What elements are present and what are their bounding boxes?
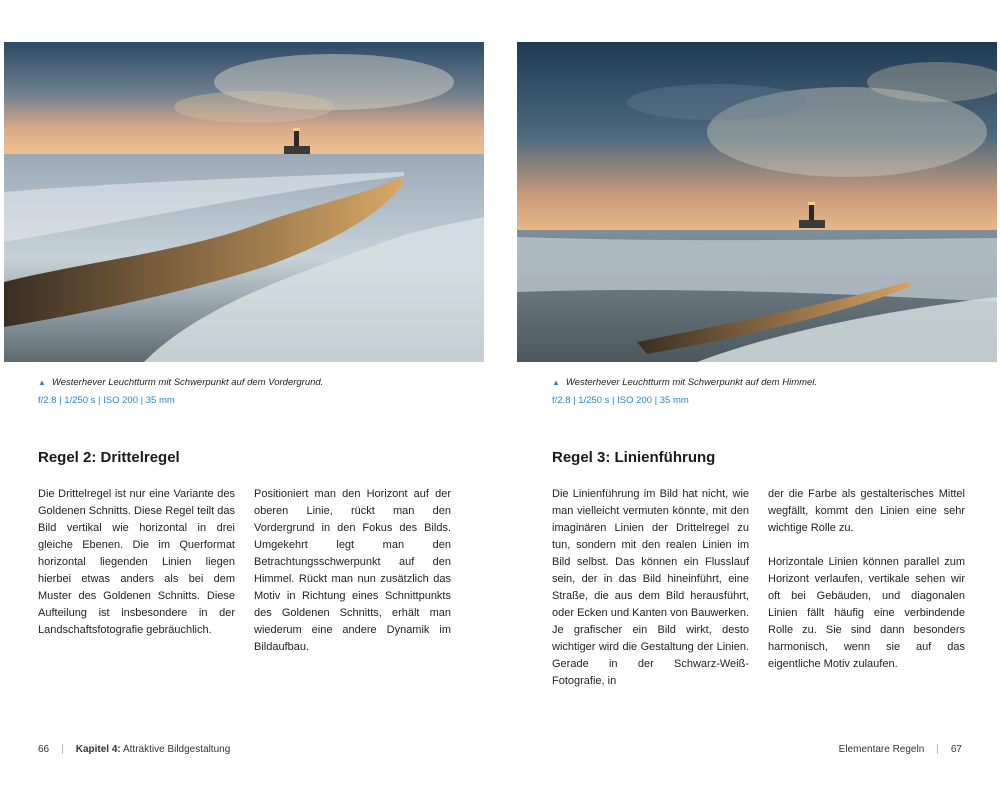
page-footer — [38, 744, 230, 755]
text-column-1 — [552, 486, 749, 690]
right-page — [500, 0, 1000, 800]
page-number: 66 — [38, 744, 50, 755]
page-number: 67 — [950, 744, 962, 755]
exif-info: f/2.8 | 1/250 s | ISO 200 | 35 mm — [38, 395, 175, 406]
paragraph: Die Linienführung im Bild hat nicht, wie man vielleicht vermuten könnte, mit den imaginären Linien der Drittelregel zu tun, sondern mit den realen Linien im Bild selbst. Das können ein Flusslauf sein, der in das Bild hineinführt, eine Straße, die aus dem Bild herausführt, oder Ecken und Kanten von Bauwerken. Je grafischer ein Bild wirkt, desto wichtiger wird die Gestaltung der Linien. Gerade in der Schwarz-Weiß-Fotografie, in — [552, 488, 749, 687]
photo-caption — [552, 377, 817, 388]
caption-triangle-icon: ▲ — [38, 378, 46, 387]
photo-lighthouse-foreground — [4, 42, 484, 362]
paragraph: Die Drittelregel ist nur eine Variante des Goldenen Schnitts. Diese Regel teilt das Bild vertikal wie horizontal in drei gleiche Ebenen. Die im Querformat horizontal liegenden Linien liegen hierbei etwas anders als bei dem Muster des Goldenen Schnitts. Diese Aufteilung ist insbesondere in der Landschaftsfotografie gebräuchlich. — [38, 488, 235, 636]
section-heading: Regel 2: Drittelregel — [38, 449, 180, 466]
paragraph: Horizontale Linien können parallel zum Horizont verlaufen, vertikale sehen wir oft bei Gebäuden, und diagonalen Linien fällt häufig eine verbindende Rolle zu. Sie sind dann besonders harmonisch, wenn sie auf das eigentliche Motiv zulaufen. — [768, 556, 965, 670]
caption-triangle-icon: ▲ — [552, 378, 560, 387]
footer-separator: | — [61, 744, 64, 755]
chapter-title: Attraktive Bildgestaltung — [122, 744, 231, 755]
text-column-1 — [38, 486, 235, 639]
text-column-2 — [768, 486, 965, 673]
section-title: Elementare Regeln — [838, 744, 925, 755]
photo-caption — [38, 377, 323, 388]
text-column-2 — [254, 486, 451, 656]
paragraph: der die Farbe als gestalterisches Mittel wegfällt, kommt den Linien eine sehr wichtige Rolle zu. — [768, 488, 965, 534]
caption-text: Westerhever Leuchtturm mit Schwerpunkt auf dem Vordergrund. — [51, 377, 324, 388]
page-footer — [839, 744, 962, 755]
exif-info: f/2.8 | 1/250 s | ISO 200 | 35 mm — [552, 395, 689, 406]
chapter-label: Kapitel 4: — [75, 744, 121, 755]
paragraph: Positioniert man den Horizont auf der oberen Linie, rückt man den Vordergrund in den Fokus des Bilds. Umgekehrt legt man den Betrachtungsschwerpunkt auf den Himmel. Rückt man nun zusätzlich das Motiv in Richtung eines Schnittpunkts des Goldenen Schnitts, erhält man wiederum eine andere Dynamik im Bildaufbau. — [254, 488, 451, 653]
section-heading: Regel 3: Linienführung — [552, 449, 716, 466]
photo-lighthouse-sky — [517, 42, 997, 362]
caption-text: Westerhever Leuchtturm mit Schwerpunkt auf dem Himmel. — [565, 377, 818, 388]
footer-separator: | — [936, 744, 939, 755]
